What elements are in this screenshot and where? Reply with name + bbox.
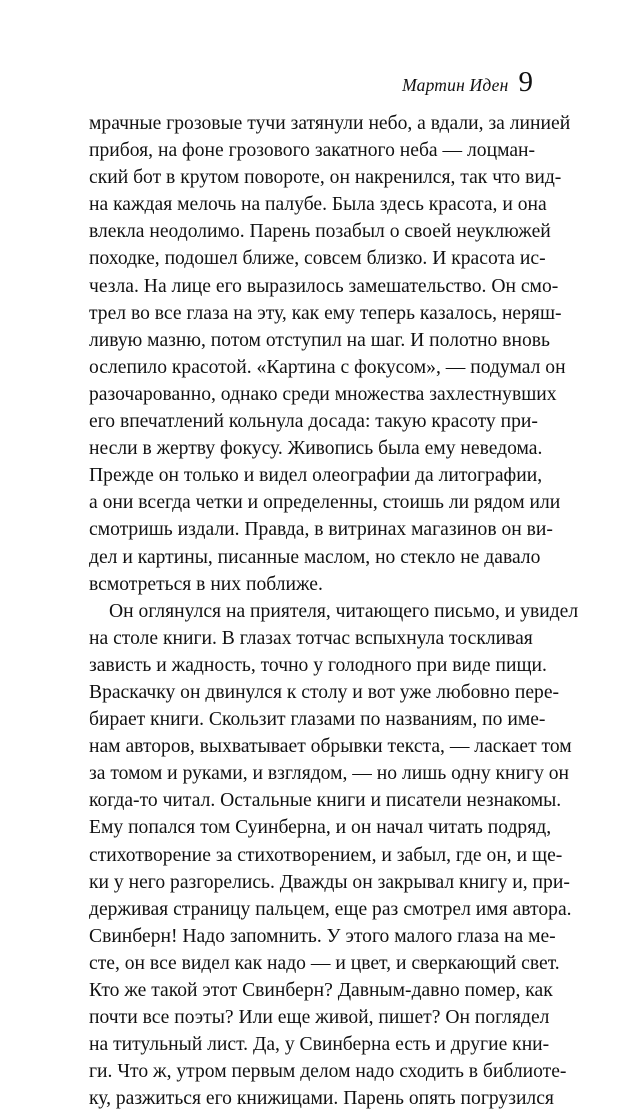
- text-line: всмотреться в них поближе.: [89, 573, 323, 595]
- text-line: когда-то читал. Остальные книги и писатели незнакомы.: [89, 790, 562, 812]
- text-line: мрачные грозовые тучи затянули небо, а вдали, за линией: [89, 113, 571, 134]
- text-line: дел и картины, писанные маслом, но стекло не давало: [89, 546, 541, 568]
- running-header: [402, 68, 533, 97]
- text-line: походке, подошел ближе, совсем близко. И красота ис-: [89, 248, 546, 270]
- text-line: Свинберн! Надо запомнить. У этого малого глаза на ме-: [89, 925, 556, 947]
- text-line: нам авторов, выхватывает обрывки текста, — ласкает том: [89, 736, 572, 758]
- text-line: стихотворение за стихотворением, и забыл, где он, и ще-: [89, 844, 563, 866]
- text-line: Он оглянулся на приятеля, читающего письмо, и увидел: [109, 600, 579, 622]
- text-line: смотришь издали. Правда, в витринах магазинов он ви-: [89, 519, 553, 541]
- text-line: на столе книги. В глазах тотчас вспыхнула тоскливая: [89, 627, 533, 649]
- text-line: прибоя, на фоне грозового закатного неба — лоцман-: [89, 140, 536, 162]
- paragraph: [89, 110, 571, 598]
- text-line: бирает книги. Скользит глазами по названиям, по име-: [89, 709, 546, 731]
- text-line: Враскачку он двинулся к столу и вот уже любовно пере-: [89, 681, 560, 703]
- text-line: его впечатлений кольнула досада: такую красоту при-: [89, 411, 538, 433]
- text-line: держивая страницу пальцем, еще раз смотрел имя автора.: [89, 898, 572, 920]
- text-line: Кто же такой этот Свинберн? Давным-давно помер, как: [89, 980, 553, 1001]
- text-line: Ему попался том Суинберна, и он начал читать подряд,: [89, 817, 552, 839]
- body-text: [89, 110, 579, 1112]
- text-line: за томом и руками, и взглядом, — но лишь одну книгу он: [89, 763, 570, 785]
- text-line: Прежде он только и видел олеографии да литографии,: [89, 465, 543, 487]
- text-line: на каждая мелочь на палубе. Была здесь красота, и она: [89, 194, 547, 216]
- page-number: 9: [518, 66, 533, 98]
- text-line: почти все поэты? Или еще живой, пишет? Он поглядел: [89, 1007, 550, 1029]
- text-line: разочарованно, однако среди множества захлестнувших: [89, 383, 557, 405]
- text-line: трел во все глаза на эту, как ему теперь казалось, неряш-: [89, 302, 562, 324]
- text-line: ги. Что ж, утром первым делом надо сходить в библиоте-: [89, 1061, 567, 1083]
- paragraph: [89, 598, 579, 1112]
- text-line: сте, он все видел как надо — и цвет, и сверкающий свет.: [89, 952, 560, 974]
- text-line: а они всегда четки и определенны, стоишь ли рядом или: [89, 492, 561, 514]
- text-line: ку, разжиться его книжицами. Парень опять погрузился: [89, 1088, 554, 1110]
- text-line: чезла. На лице его выразилось замешательство. Он смо-: [89, 275, 559, 297]
- text-line: ливую мазню, потом отступил на шаг. И полотно вновь: [89, 329, 550, 351]
- book-title: Мартин Иден: [402, 75, 509, 95]
- text-line: ки у него разгорелись. Дважды он закрывал книгу и, при-: [89, 871, 570, 893]
- text-line: зависть и жадность, точно у голодного при виде пищи.: [89, 654, 547, 676]
- text-line: несли в жертву фокусу. Живопись была ему неведома.: [89, 438, 543, 460]
- text-line: ослепило красотой. «Картина с фокусом», — подумал он: [89, 356, 566, 378]
- text-line: ский бот в крутом повороте, он накренился, так что вид-: [89, 167, 562, 189]
- text-line: влекла неодолимо. Парень позабыл о своей неуклюжей: [89, 221, 551, 243]
- text-line: на титульный лист. Да, у Свинберна есть и другие кни-: [89, 1034, 550, 1056]
